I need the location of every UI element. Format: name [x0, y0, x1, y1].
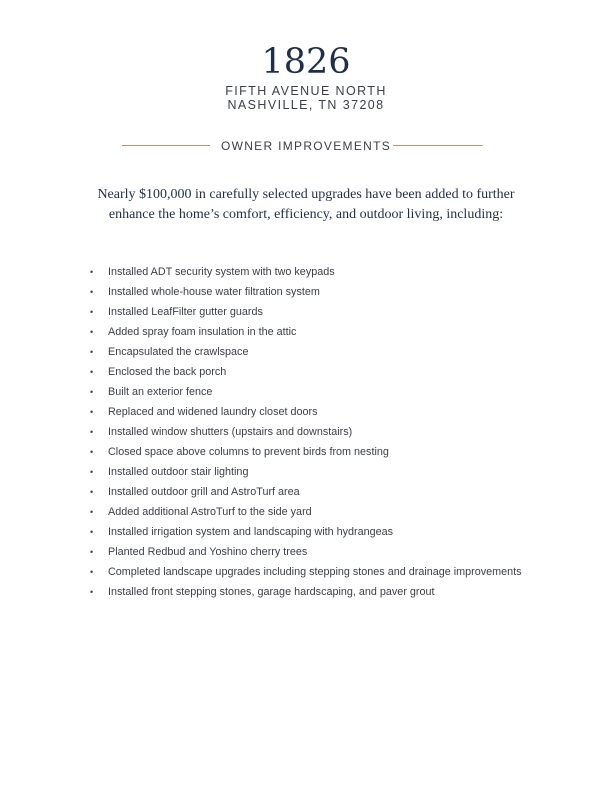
list-item-text: Installed irrigation system and landscaping with hydrangeas — [108, 526, 394, 538]
list-item-text: Completed landscape upgrades including stepping stones and drainage improvements — [108, 566, 522, 578]
list-item — [84, 582, 554, 602]
list-item-text: Installed LeafFilter gutter guards — [108, 306, 263, 318]
intro-line-2: enhance the home’s comfort, efficiency, and outdoor living, including: — [108, 207, 504, 222]
bullet-icon: • — [90, 407, 94, 417]
bullet-icon: • — [90, 447, 94, 457]
bullet-icon: • — [90, 327, 94, 337]
list-item-text: Enclosed the back porch — [108, 366, 227, 378]
list-item — [84, 282, 554, 302]
bullet-icon: • — [90, 587, 94, 597]
list-item — [84, 402, 554, 422]
list-item-text: Added additional AstroTurf to the side yard — [108, 506, 312, 518]
list-item-text: Installed ADT security system with two keypads — [108, 266, 335, 278]
bullet-icon: • — [90, 467, 94, 477]
list-item-text: Planted Redbud and Yoshino cherry trees — [108, 546, 308, 558]
bullet-icon: • — [90, 547, 94, 557]
bullet-icon: • — [90, 427, 94, 437]
improvements-list — [84, 262, 554, 602]
list-item-text: Built an exterior fence — [108, 386, 213, 398]
bullet-icon: • — [90, 507, 94, 517]
list-item-text: Installed window shutters (upstairs and downstairs) — [108, 426, 353, 438]
list-item-text: Installed whole-house water filtration system — [108, 286, 320, 298]
list-item — [84, 502, 554, 522]
bullet-icon: • — [90, 387, 94, 397]
list-item — [84, 342, 554, 362]
bullet-icon: • — [90, 287, 94, 297]
list-item-text: Replaced and widened laundry closet doors — [108, 406, 318, 418]
list-item — [84, 462, 554, 482]
list-item-text: Added spray foam insulation in the attic — [108, 326, 297, 338]
list-item-text: Installed outdoor grill and AstroTurf area — [108, 486, 300, 498]
list-item-text: Installed outdoor stair lighting — [108, 466, 249, 478]
divider-right — [393, 145, 483, 146]
section-title: OWNER IMPROVEMENTS — [220, 139, 392, 153]
bullet-icon: • — [90, 267, 94, 277]
list-item — [84, 542, 554, 562]
bullet-icon: • — [90, 347, 94, 357]
bullet-icon: • — [90, 307, 94, 317]
list-item — [84, 262, 554, 282]
list-item — [84, 482, 554, 502]
address-city-state-zip: NASHVILLE, TN 37208 — [227, 98, 385, 112]
list-item — [84, 442, 554, 462]
intro-paragraph — [60, 185, 552, 225]
intro-line-1: Nearly $100,000 in carefully selected upgrades have been added to further — [97, 187, 515, 202]
bullet-icon: • — [90, 367, 94, 377]
bullet-icon: • — [90, 487, 94, 497]
bullet-icon: • — [90, 527, 94, 537]
list-item — [84, 302, 554, 322]
address-street: FIFTH AVENUE NORTH — [225, 84, 387, 98]
house-number-heading: 1826 — [261, 42, 351, 82]
list-item — [84, 382, 554, 402]
list-item — [84, 562, 554, 582]
list-item-text: Encapsulated the crawlspace — [108, 346, 249, 358]
bullet-icon: • — [90, 567, 94, 577]
list-item-text: Closed space above columns to prevent birds from nesting — [108, 446, 389, 458]
list-item — [84, 522, 554, 542]
list-item — [84, 362, 554, 382]
list-item-text: Installed front stepping stones, garage hardscaping, and paver grout — [108, 586, 435, 598]
section-header — [0, 138, 612, 154]
list-item — [84, 322, 554, 342]
list-item — [84, 422, 554, 442]
